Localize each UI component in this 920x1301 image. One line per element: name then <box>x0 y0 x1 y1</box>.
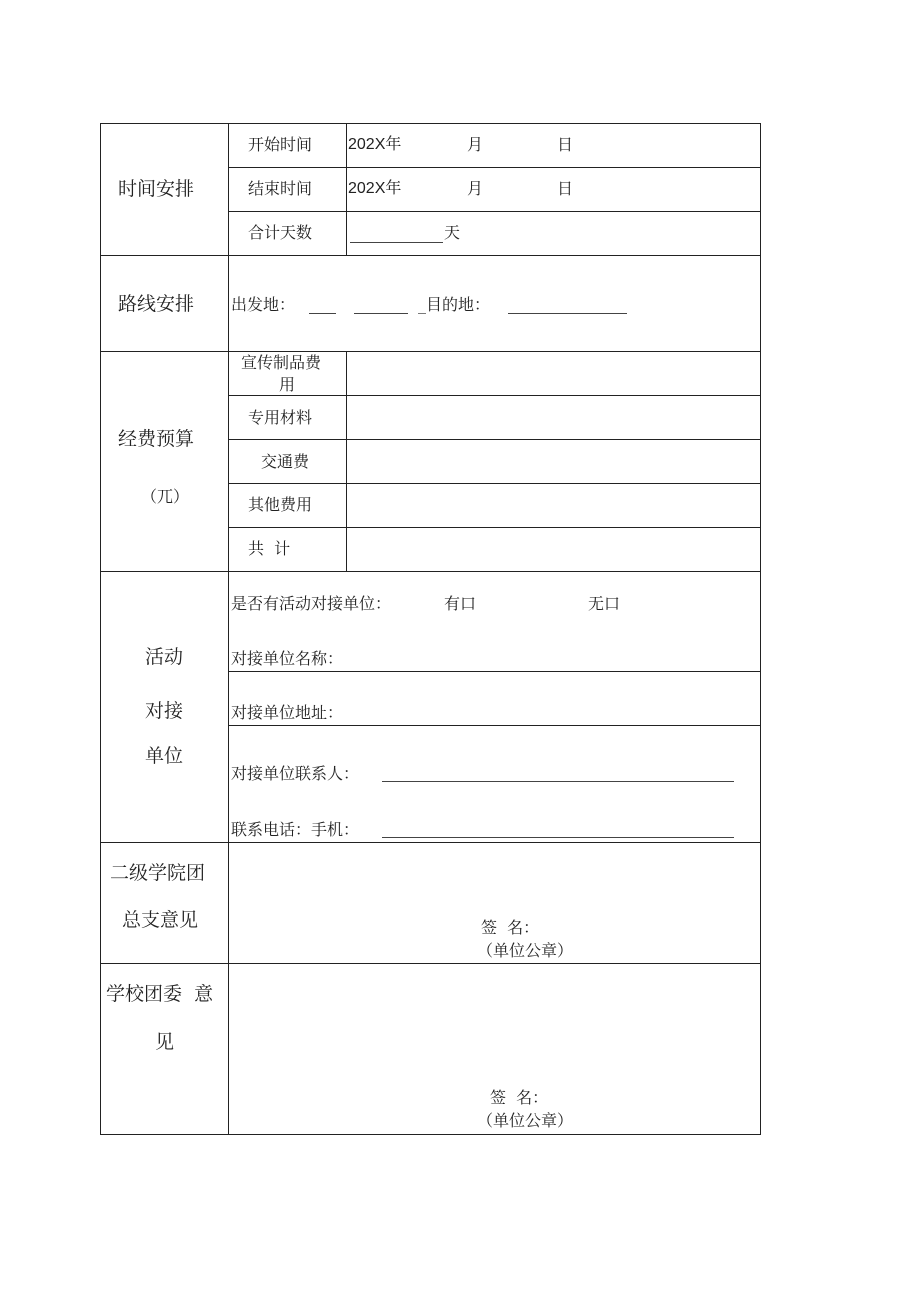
partner-section-line3: 单位 <box>145 745 184 767</box>
partner-contact-blank[interactable] <box>382 781 734 782</box>
start-time-label: 开始时间 <box>248 135 313 154</box>
departure-label: 出发地： <box>231 295 296 314</box>
row-divider <box>228 725 761 726</box>
destination-blank[interactable] <box>508 313 627 314</box>
school-opinion-input[interactable] <box>229 964 760 1079</box>
end-month[interactable]: 月 <box>467 179 484 198</box>
end-time-label: 结束时间 <box>248 179 313 198</box>
departure-blank-2[interactable] <box>354 313 408 314</box>
row-divider <box>228 167 761 168</box>
budget-item-other: 其他费用 <box>248 495 313 514</box>
budget-section-title: 经费预算 <box>118 428 195 450</box>
partner-yes-option[interactable]: 有口 <box>444 594 477 613</box>
school-opinion-line2: 见 <box>155 1031 175 1053</box>
partner-phone-blank[interactable] <box>382 837 734 838</box>
college-sign-label: 签 名： <box>481 918 540 937</box>
partner-address-label: 对接单位地址： <box>231 703 344 722</box>
partner-section-line2: 对接 <box>145 700 184 722</box>
column-divider-time <box>346 123 347 256</box>
section-divider <box>100 571 761 572</box>
partner-name-label: 对接单位名称： <box>231 649 344 668</box>
partner-phone-label: 联系电话：手机： <box>231 820 360 839</box>
end-year[interactable]: 202X年 <box>348 180 402 197</box>
college-opinion-input[interactable] <box>229 843 760 913</box>
budget-item-materials: 专用材料 <box>248 408 313 427</box>
partner-section-line1: 活动 <box>145 646 184 668</box>
budget-transport-input[interactable] <box>347 440 760 483</box>
row-divider <box>228 211 761 212</box>
college-seal-label: （单位公章） <box>477 941 574 960</box>
college-opinion-line2: 总支意见 <box>122 909 199 931</box>
row-divider <box>228 671 761 672</box>
total-days-unit: 天 <box>444 223 461 242</box>
section-divider <box>100 255 761 256</box>
budget-item-promo-cont: 用 <box>279 375 296 394</box>
school-sign-label: 签 名： <box>490 1088 549 1107</box>
budget-materials-input[interactable] <box>347 396 760 439</box>
budget-promo-input[interactable] <box>347 352 760 395</box>
start-year[interactable]: 202X年 <box>348 136 402 153</box>
budget-other-input[interactable] <box>347 484 760 527</box>
partner-no-option[interactable]: 无口 <box>588 594 621 613</box>
budget-item-transport: 交通费 <box>261 452 310 471</box>
partner-contact-label: 对接单位联系人： <box>231 764 360 783</box>
destination-label: _目的地： <box>418 295 491 314</box>
start-month[interactable]: 月 <box>467 135 484 154</box>
time-section-title: 时间安排 <box>118 178 195 200</box>
total-days-label: 合计天数 <box>248 223 313 242</box>
budget-unit: （兀） <box>141 487 190 506</box>
departure-blank[interactable] <box>309 313 336 314</box>
budget-total-input[interactable] <box>347 528 760 571</box>
school-seal-label: （单位公章） <box>477 1111 574 1130</box>
budget-item-total: 共 计 <box>248 539 291 558</box>
route-section-title: 路线安排 <box>118 293 195 315</box>
end-day[interactable]: 日 <box>557 179 574 198</box>
partner-question: 是否有活动对接单位： <box>231 594 392 613</box>
budget-item-promo: 宣传制品费 <box>241 353 322 372</box>
start-day[interactable]: 日 <box>557 135 574 154</box>
college-opinion-line1: 二级学院团 <box>110 862 206 884</box>
school-opinion-line1: 学校团委 意 <box>106 983 214 1005</box>
total-days-blank[interactable] <box>350 242 443 243</box>
